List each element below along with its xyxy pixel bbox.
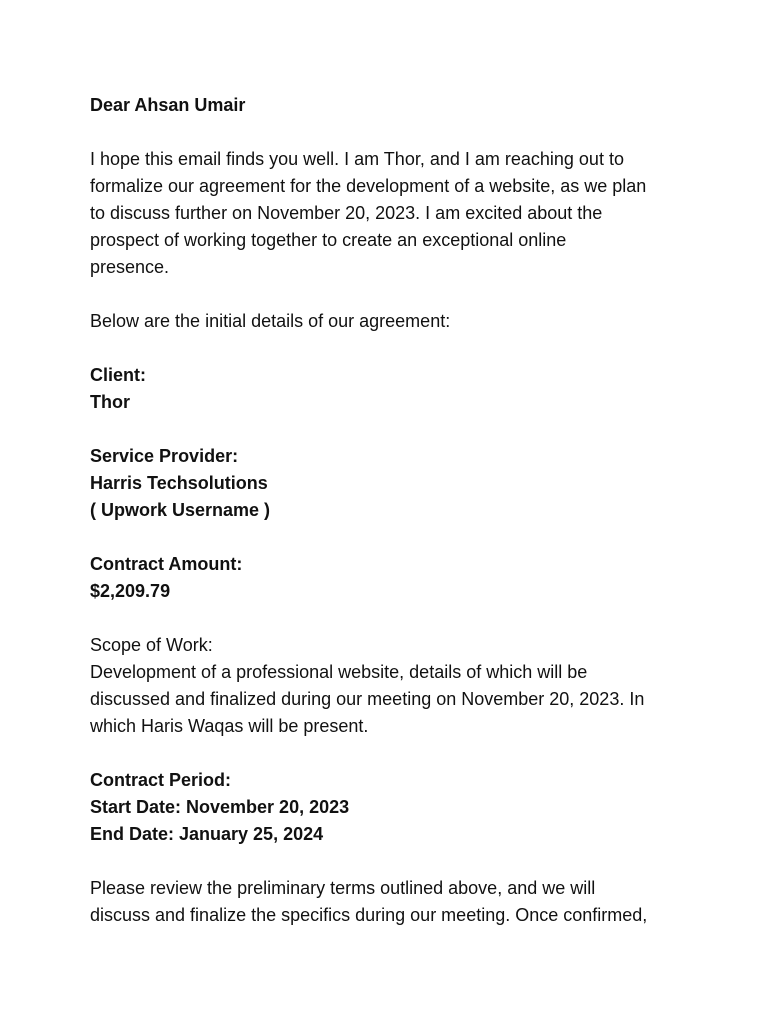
intro-line: formalize our agreement for the development of a website, as we plan [90,176,647,196]
intro-line: to discuss further on November 20, 2023. I am excited about the [90,203,603,223]
details-intro [90,308,688,335]
client-label: Client: [90,365,146,385]
closing-paragraph [90,875,688,929]
scope-line: which Haris Waqas will be present. [90,716,369,736]
service-provider-username: ( Upwork Username ) [90,500,271,520]
intro-line: prospect of working together to create an exceptional online [90,230,567,250]
contract-period-label: Contract Period: [90,770,232,790]
scope-section [90,632,688,740]
contract-start-date: Start Date: November 20, 2023 [90,797,350,817]
greeting-text: Dear Ahsan Umair [90,95,246,115]
contract-amount-value: $2,209.79 [90,581,171,601]
contract-period-section [90,767,688,848]
scope-line: discussed and finalized during our meeting on November 20, 2023. In [90,689,645,709]
contract-end-date: End Date: January 25, 2024 [90,824,324,844]
closing-line: Please review the preliminary terms outlined above, and we will [90,878,596,898]
client-section [90,362,688,416]
contract-amount-section [90,551,688,605]
scope-line: Development of a professional website, details of which will be [90,662,588,682]
contract-amount-label: Contract Amount: [90,554,243,574]
details-intro-text: Below are the initial details of our agreement: [90,311,451,331]
intro-line: presence. [90,257,170,277]
service-provider-section [90,443,688,524]
client-value: Thor [90,392,130,412]
scope-label: Scope of Work: [90,635,213,655]
greeting [90,92,688,119]
intro-paragraph [90,146,688,281]
service-provider-name: Harris Techsolutions [90,473,268,493]
service-provider-label: Service Provider: [90,446,239,466]
intro-line: I hope this email finds you well. I am Thor, and I am reaching out to [90,149,624,169]
closing-line: discuss and finalize the specifics during our meeting. Once confirmed, [90,905,648,925]
